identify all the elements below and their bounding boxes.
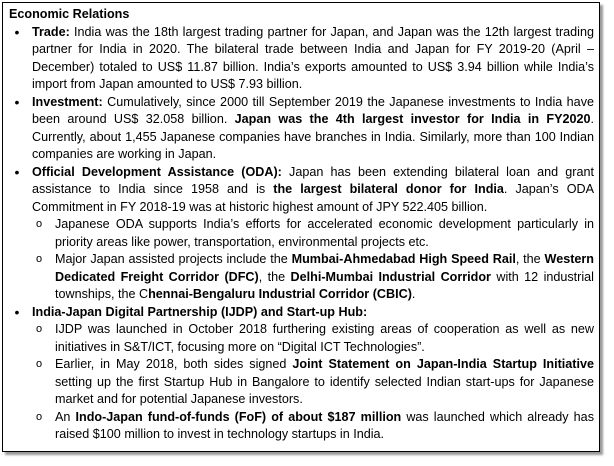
sub-bullet-icon: o xyxy=(36,358,43,370)
bullet-ijdp xyxy=(9,304,594,322)
investment-text-1: Cumulatively, since 2000 till September 2019 the Japanese investments to India have been around US$ 32.058 billion. xyxy=(32,94,594,126)
ijdp-sub-2-text-1: Earlier, in May 2018, both sides signed xyxy=(55,357,293,371)
sub-bullet-ijdp-2 xyxy=(9,356,594,409)
oda-sub-2-bold-1: Mumbai-Ahmedabad High Speed Rail xyxy=(291,252,516,266)
sub-bullet-ijdp-1 xyxy=(9,321,594,356)
oda-sub-2-text-3: , the xyxy=(258,269,291,284)
sub-bullet-icon: o xyxy=(36,253,43,265)
bullet-trade xyxy=(9,24,594,94)
sub-bullet-oda-2 xyxy=(9,251,594,304)
sub-bullet-ijdp-3 xyxy=(9,409,594,444)
oda-sub-2-text-1: Major Japan assisted projects include the xyxy=(55,252,292,266)
sub-bullet-icon: o xyxy=(36,410,43,423)
oda-sub-2-text-4: with 12 industrial townships, the C xyxy=(55,269,594,301)
bullet-icon: • xyxy=(14,23,20,40)
ijdp-label: India-Japan Digital Partnership (IJDP) and Start-up Hub: xyxy=(32,304,368,319)
oda-sub-2-bold-4: hennai-Bengaluru Industrial Corridor (CBIC) xyxy=(148,287,412,301)
ijdp-sub-1-text: IJDP was launched in October 2018 furthering existing areas of cooperation as well as new initiatives in S&T/ICT, focusing more on “Digital ICT Technologies”. xyxy=(55,322,594,354)
sub-bullet-oda-1 xyxy=(9,216,594,251)
sub-bullet-icon: o xyxy=(36,218,43,230)
oda-sub-2-text-5: . xyxy=(411,287,416,301)
bullet-icon: • xyxy=(14,303,20,320)
bullet-icon: • xyxy=(14,163,20,180)
ijdp-sub-2-text-2: setting up the first Startup Hub in Bangalore to identify selected Indian start-ups for Japanese market and for potential Japanese investors. xyxy=(55,374,594,406)
oda-text-1: Japan has been extending bilateral loan and grant assistance to India since 1958 and is xyxy=(32,164,595,196)
oda-sub-2-bold-3: Delhi-Mumbai Industrial Corridor xyxy=(290,269,491,284)
ijdp-sub-2-bold-1: Joint Statement on Japan-India Startup Initiative xyxy=(292,357,594,371)
sub-bullet-icon: o xyxy=(36,323,43,335)
ijdp-sub-3-text-2: was launched which already has raised $100 million to invest in technology startups in India. xyxy=(55,409,594,441)
bullet-icon: • xyxy=(14,93,20,110)
ijdp-sub-3-text-1: An xyxy=(55,409,76,424)
oda-sub-2-text-2: , the xyxy=(515,252,545,266)
oda-text-2: . Japan’s ODA Commitment in FY 2018-19 was at historic highest amount of JPY 522.405 billion. xyxy=(32,182,594,214)
investment-bold-1: Japan was the 4th largest investor for India in FY2020 xyxy=(234,112,591,126)
section-heading: Economic Relations xyxy=(9,7,130,21)
oda-label: Official Development Assistance (ODA): xyxy=(32,164,282,179)
oda-sub-1-text: Japanese ODA supports India’s efforts for accelerated economic development particularly in priority areas like power, transportation, environmental projects etc. xyxy=(55,217,594,249)
ijdp-sub-3-bold-1: Indo-Japan fund-of-funds (FoF) of about $187 million xyxy=(75,409,402,424)
investment-text-2: . Currently, about 1,455 Japanese companies have branches in India. Similarly, more than 100 Indian companies are working in Japan. xyxy=(32,112,594,161)
bullet-investment xyxy=(9,94,594,164)
oda-bold-1: the largest bilateral donor for India xyxy=(273,182,504,196)
investment-label: Investment: xyxy=(32,94,103,109)
trade-label: Trade: xyxy=(32,24,70,39)
oda-sub-2-bold-2: Western Dedicated Freight Corridor (DFC) xyxy=(55,252,594,284)
bullet-oda xyxy=(9,164,594,217)
trade-text: India was the 18th largest trading partner for Japan, and Japan was the 12th largest trading partner for India in 2020. The bilateral trade between India and Japan for FY 2019-20 (April – December) totaled to US$ 11.87 billion. India’s exports amounted to US$ 3.94 billion while India’s import from Japan amounted to US$ 7.93 billion. xyxy=(32,24,594,91)
document-box xyxy=(2,2,600,452)
